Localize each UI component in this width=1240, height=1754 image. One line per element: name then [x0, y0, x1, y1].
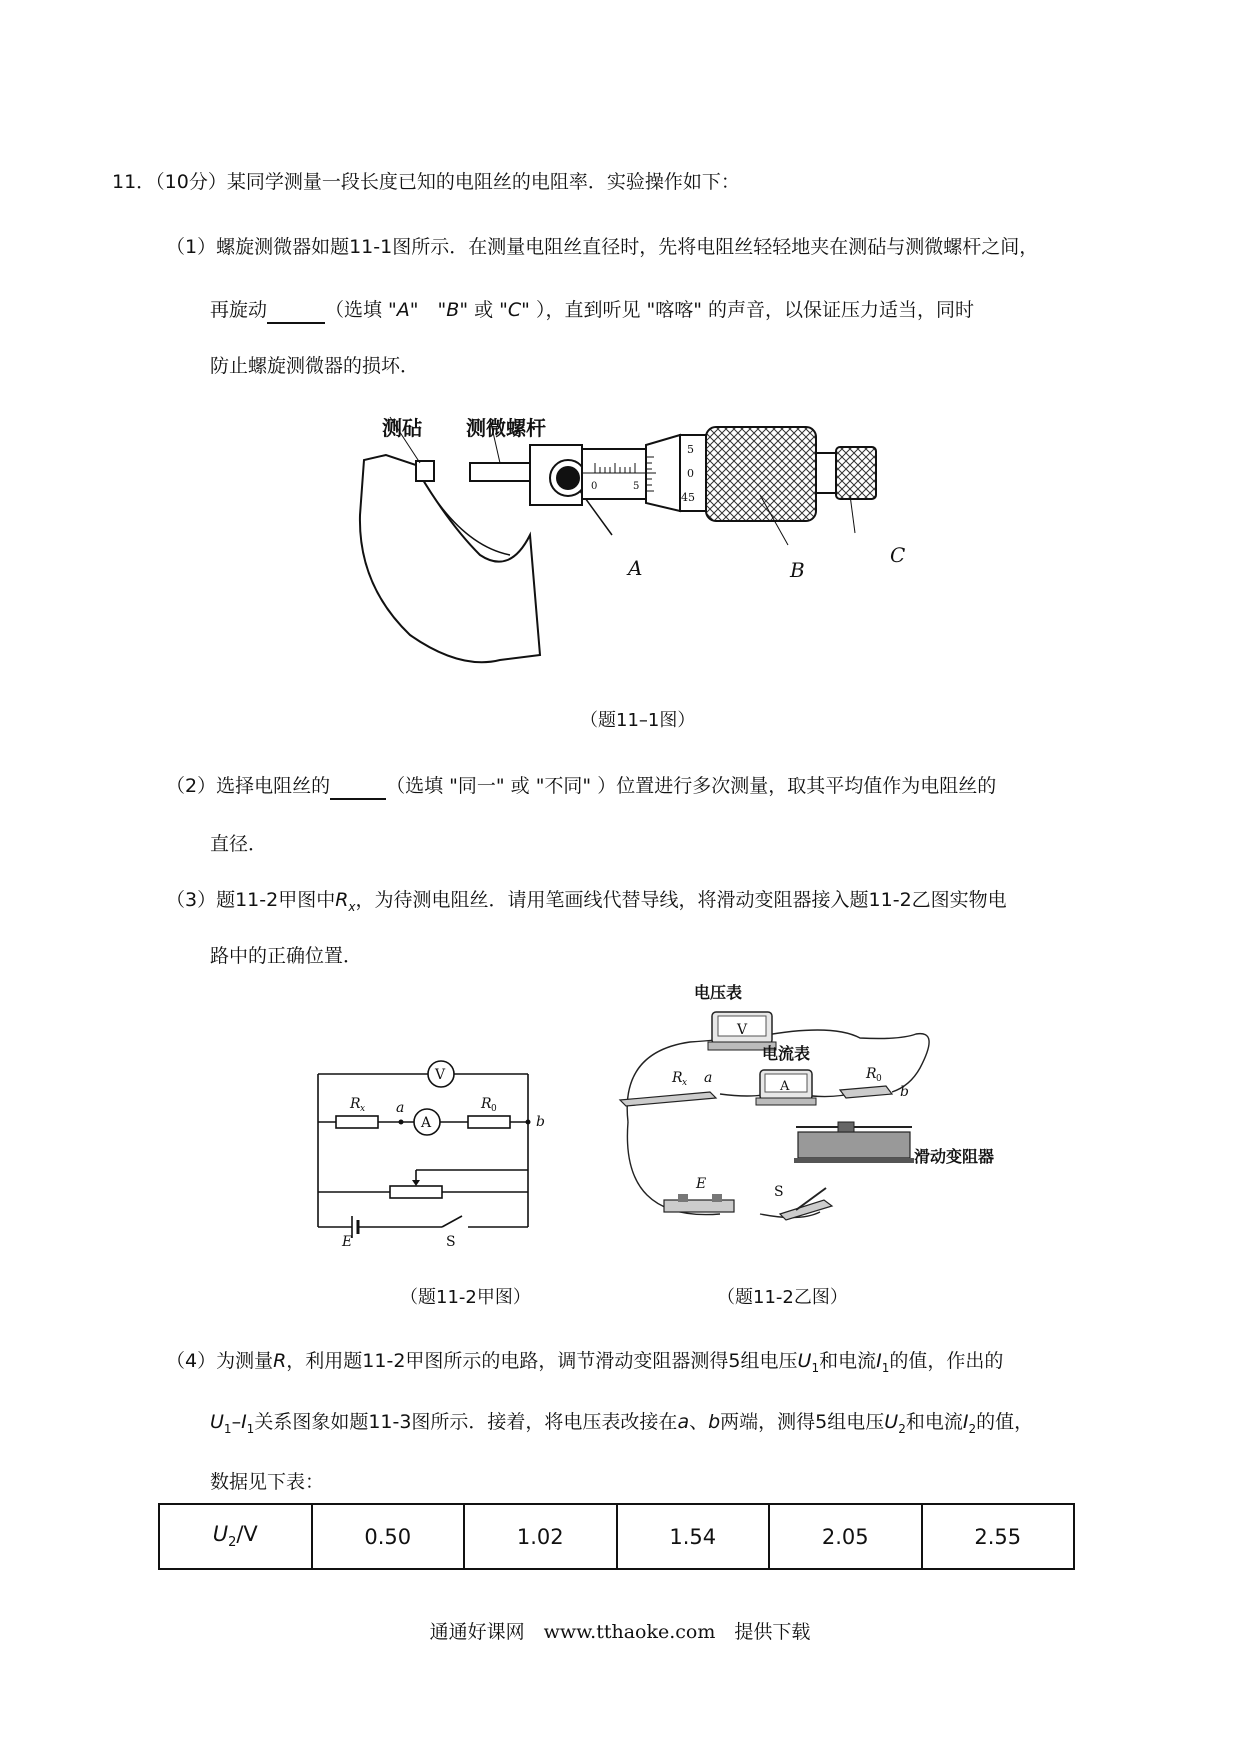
physical-Rx-sub: x — [682, 1078, 688, 1088]
text: 、 — [689, 1411, 709, 1433]
physical-R0-sub: 0 — [876, 1074, 882, 1084]
schematic-V: V — [435, 1067, 446, 1083]
dash: – — [231, 1411, 242, 1433]
r0-board — [840, 1086, 892, 1098]
micrometer-figure — [350, 405, 930, 680]
answer-blank-1[interactable] — [267, 298, 325, 324]
part1-line2 — [210, 298, 974, 324]
u2-symbol: U — [884, 1411, 899, 1433]
b-symbol: b — [708, 1411, 721, 1433]
text: （4）为测量 — [166, 1350, 274, 1372]
part3-line1 — [166, 888, 1007, 919]
thimble-label-5: 5 — [687, 443, 694, 456]
rx-board — [620, 1092, 716, 1106]
option-b: B — [446, 299, 460, 321]
table-row — [159, 1504, 1074, 1569]
label-anvil: 测砧 — [382, 416, 422, 440]
physical-V: V — [737, 1022, 748, 1038]
part2-line1 — [166, 774, 996, 800]
table-cell: 1.02 — [464, 1504, 617, 1569]
table-cell: 2.05 — [769, 1504, 922, 1569]
i2-subscript: 2 — [968, 1421, 977, 1436]
i1-subscript: 1 — [246, 1421, 255, 1436]
physical-b: b — [900, 1084, 909, 1100]
label-B: B — [790, 558, 805, 582]
text: ，为待测电阻丝．请用笔画线代替导线，将滑动变阻器接入题11-2乙图实物电 — [355, 889, 1007, 911]
figure-11-2b-caption: （题11-2乙图） — [717, 1287, 848, 1308]
figure-11-2a-caption: （题11-2甲图） — [400, 1287, 531, 1308]
table-header-cell — [159, 1504, 312, 1569]
text: " 或 " — [459, 299, 508, 321]
thimble-label-0: 0 — [687, 467, 694, 480]
u2-subscript: 2 — [898, 1421, 906, 1436]
i1-symbol: I — [241, 1411, 247, 1433]
label-C: C — [890, 543, 906, 567]
table-cell: 2.55 — [922, 1504, 1075, 1569]
i2-symbol: I — [962, 1411, 969, 1433]
r-symbol: R — [273, 1350, 287, 1372]
physical-E: E — [696, 1176, 707, 1192]
label-ammeter: 电流表 — [762, 1044, 811, 1063]
ratchet-knob — [836, 447, 876, 499]
u2-symbol: U — [212, 1522, 229, 1547]
text: 关系图象如题11-3图所示．接着，将电压表改接在 — [254, 1411, 678, 1433]
part4-line3: 数据见下表： — [210, 1471, 325, 1493]
schematic-R0: R — [481, 1096, 492, 1112]
label-voltmeter: 电压表 — [694, 983, 743, 1002]
part4-line1 — [166, 1349, 1003, 1380]
text: 再旋动 — [210, 299, 268, 321]
question-11-title: 11．（10分）某同学测量一段长度已知的电阻丝的电阻率．实验操作如下： — [112, 171, 740, 193]
physical-Rx: R — [672, 1070, 683, 1086]
label-rheostat: 滑动变阻器 — [914, 1147, 995, 1166]
rx-symbol: R — [335, 889, 349, 911]
text: 的值，作出的 — [889, 1350, 1004, 1372]
spindle — [470, 463, 530, 481]
circuit-schematic-figure — [300, 1052, 560, 1247]
u1-symbol: U — [797, 1350, 812, 1372]
schematic-S: S — [446, 1234, 456, 1247]
part1-line3: 防止螺旋测微器的损坏． — [210, 355, 420, 377]
physical-R0: R — [866, 1066, 877, 1082]
text: （选填 "同一" 或 "不同" ）位置进行多次测量，取其平均值作为电阻丝的 — [386, 775, 997, 797]
text: 两端，测得5组电压 — [720, 1411, 885, 1433]
i1-subscript: 1 — [881, 1360, 890, 1375]
physical-a: a — [704, 1070, 713, 1086]
i1-symbol: I — [876, 1350, 882, 1372]
rheostat-device — [794, 1122, 914, 1163]
u1-symbol: U — [210, 1411, 224, 1433]
table-cell: 0.50 — [312, 1504, 465, 1569]
schematic-A: A — [421, 1115, 432, 1131]
physical-A: A — [780, 1079, 790, 1094]
u2-subscript: 2 — [228, 1535, 237, 1551]
part4-line2 — [210, 1410, 1033, 1441]
answer-blank-2[interactable] — [330, 774, 386, 800]
schematic-a: a — [396, 1100, 405, 1116]
knurled-knob — [706, 427, 816, 521]
unit: /V — [236, 1522, 258, 1547]
frame-outline — [360, 455, 540, 662]
option-a: A — [396, 299, 410, 321]
physical-S: S — [774, 1184, 784, 1200]
anvil — [416, 461, 434, 481]
schematic-Rx-sub: x — [360, 1104, 366, 1114]
schematic-E: E — [342, 1234, 353, 1247]
text: " ），直到听见 "喀喀" 的声音，以保证压力适当，同时 — [521, 299, 975, 321]
text: （选填 " — [325, 299, 397, 321]
table-cell: 1.54 — [617, 1504, 770, 1569]
rx-subscript: x — [348, 899, 356, 914]
ammeter-device — [756, 1070, 816, 1105]
label-spindle: 测微螺杆 — [466, 416, 546, 440]
part3-line2: 路中的正确位置． — [210, 945, 363, 967]
text: " " — [409, 299, 447, 321]
text: ，利用题11-2甲图所示的电路，调节滑动变阻器测得5组电压 — [286, 1350, 798, 1372]
part1-line1: （1）螺旋测微器如题11-1图所示．在测量电阻丝直径时，先将电阻丝轻轻地夹在测砧与测微螺杆之间， — [166, 236, 1039, 258]
schematic-b: b — [536, 1114, 545, 1130]
ratchet-neck — [816, 453, 836, 493]
lock-knob-center — [556, 466, 580, 490]
option-c: C — [507, 299, 522, 321]
physical-circuit-figure — [600, 982, 1020, 1247]
sleeve-label-5: 5 — [633, 481, 640, 492]
sleeve-label-0: 0 — [591, 481, 598, 492]
page-footer: 通通好课网 www.tthaoke.com 提供下载 — [429, 1621, 811, 1643]
schematic-R0-sub: 0 — [491, 1104, 497, 1114]
thimble-label-45: 45 — [681, 491, 695, 504]
battery-device — [664, 1200, 734, 1212]
text: 和电流 — [819, 1350, 877, 1372]
part2-line2: 直径． — [210, 833, 268, 855]
a-symbol: a — [677, 1411, 690, 1433]
schematic-Rx: R — [350, 1096, 361, 1112]
figure-11-1-caption: （题11–1图） — [580, 710, 696, 731]
data-table — [158, 1503, 1075, 1570]
label-A: A — [628, 556, 643, 580]
text: 和电流 — [905, 1411, 963, 1433]
u1-subscript: 1 — [223, 1421, 232, 1436]
u1-subscript: 1 — [811, 1360, 820, 1375]
text: 的值， — [976, 1411, 1034, 1433]
text: （2）选择电阻丝的 — [166, 775, 331, 797]
text: （3）题11-2甲图中 — [166, 889, 336, 911]
